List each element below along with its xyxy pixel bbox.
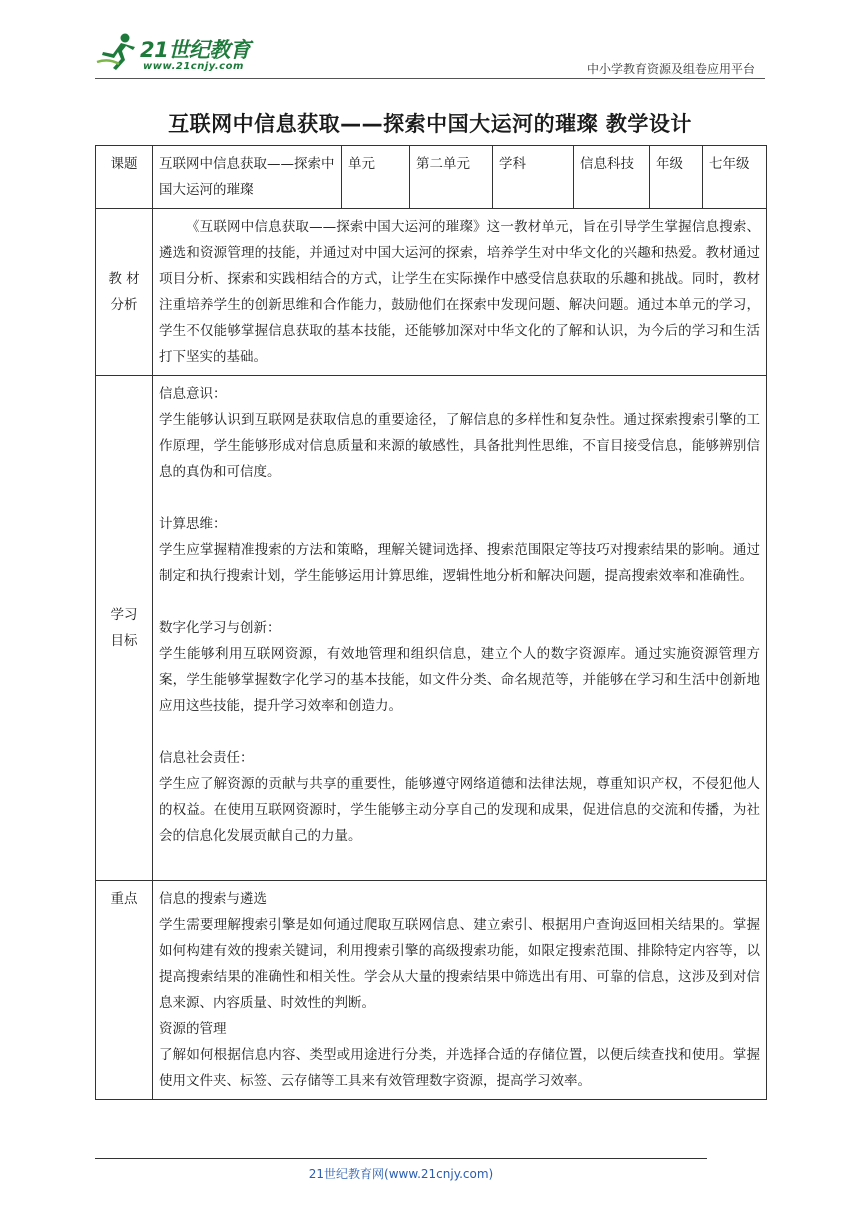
- document-title: 互联网中信息获取——探索中国大运河的璀璨 教学设计: [168, 112, 692, 136]
- goal-heading: 信息意识：: [159, 386, 227, 402]
- subject-value: 信息科技: [574, 146, 650, 209]
- goal-heading: 数字化学习与创新：: [159, 620, 281, 636]
- logo-url: www.21cnjy.com: [143, 61, 244, 72]
- topic-label: 课题: [96, 146, 153, 209]
- goal-text: 学生应了解资源的贡献与共享的重要性，能够遵守网络道德和法律法规，尊重知识产权，不侵犯他人的权益。在使用互联网资源时，学生能够主动分享自己的发现和成果，促进信息的交流和传播，为社会的信息化发展贡献自己的力量。: [159, 776, 760, 844]
- analysis-text: 《互联网中信息获取——探索中国大运河的璀璨》这一教材单元，旨在引导学生掌握信息搜索、遴选和资源管理的技能，并通过对中国大运河的探索，培养学生对中华文化的兴趣和热爱。教材通过项目分析、探索和实践相结合的方式，让学生在实际操作中感受信息获取的乐趣和挑战。同时，教材注重培养学生的创新思维和合作能力，鼓励他们在探索中发现问题、解决问题。通过本单元的学习，学生不仅能够掌握信息获取的基本技能，还能够加深对中华文化的了解和认识，为今后的学习和生活打下坚实的基础。: [159, 219, 760, 365]
- page-header: [95, 28, 765, 80]
- grade-value: 七年级: [703, 146, 767, 209]
- subject-label: 学科: [493, 146, 574, 209]
- focus-heading: 资源的管理: [159, 1021, 227, 1037]
- analysis-label: 教 材 分析: [96, 209, 153, 376]
- lesson-plan-table: [95, 145, 767, 1100]
- focus-text: 学生需要理解搜索引擎是如何通过爬取互联网信息、建立索引、根据用户查询返回相关结果的。掌握如何构建有效的搜索关键词，利用搜索引擎的高级搜索功能，如限定搜索范围、排除特定内容等，以提高搜索结果的准确性和相关性。学会从大量的搜索结果中筛选出有用、可靠的信息，这涉及到对信息来源、内容质量、时效性的判断。: [159, 917, 760, 1011]
- goal-heading: 信息社会责任：: [159, 750, 254, 766]
- grade-label: 年级: [650, 146, 703, 209]
- logo: [95, 28, 265, 76]
- goals-label: 学习 目标: [96, 376, 153, 881]
- goal-text: 学生应掌握精准搜索的方法和策略，理解关键词选择、搜索范围限定等技巧对搜索结果的影响。通过制定和执行搜索计划，学生能够运用计算思维，逻辑性地分析和解决问题，提高搜索效率和准确性。: [159, 542, 760, 584]
- footer-divider: [95, 1158, 707, 1159]
- platform-name: 中小学教育资源及组卷应用平台: [586, 62, 755, 76]
- header-divider: [95, 78, 765, 79]
- focus-text: 了解如何根据信息内容、类型或用途进行分类，并选择合适的存储位置，以便后续查找和使用。掌握使用文件夹、标签、云存储等工具来有效管理数字资源，提高学习效率。: [159, 1047, 760, 1089]
- focus-row: [96, 881, 767, 1100]
- analysis-row: [96, 209, 767, 376]
- runner-logo-icon: [95, 32, 139, 72]
- analysis-cell: [153, 209, 767, 376]
- focus-heading: 信息的搜索与遴选: [159, 891, 267, 907]
- logo-text: 21世纪教育: [140, 38, 251, 62]
- goals-row: [96, 376, 767, 881]
- goal-text: 学生能够认识到互联网是获取信息的重要途径，了解信息的多样性和复杂性。通过探索搜索引擎的工作原理，学生能够形成对信息质量和来源的敏感性，具备批判性思维，不盲目接受信息，能够辨别信息的真伪和可信度。: [159, 412, 760, 480]
- unit-value: 第二单元: [410, 146, 493, 209]
- focus-cell: [153, 881, 767, 1100]
- goal-text: 学生能够利用互联网资源，有效地管理和组织信息，建立个人的数字资源库。通过实施资源管理方案，学生能够掌握数字化学习的基本技能，如文件分类、命名规范等，并能够在学习和生活中创新地应用这些技能，提升学习效率和创造力。: [159, 646, 760, 714]
- focus-label: 重点: [96, 881, 153, 1100]
- goals-cell: [153, 376, 767, 881]
- footer-link[interactable]: 21世纪教育网(www.21cnjy.com): [308, 1167, 494, 1181]
- unit-label: 单元: [342, 146, 410, 209]
- info-row: [96, 146, 767, 209]
- goal-heading: 计算思维：: [159, 516, 227, 532]
- topic-value: 互联网中信息获取——探索中国大运河的璀璨: [153, 146, 342, 209]
